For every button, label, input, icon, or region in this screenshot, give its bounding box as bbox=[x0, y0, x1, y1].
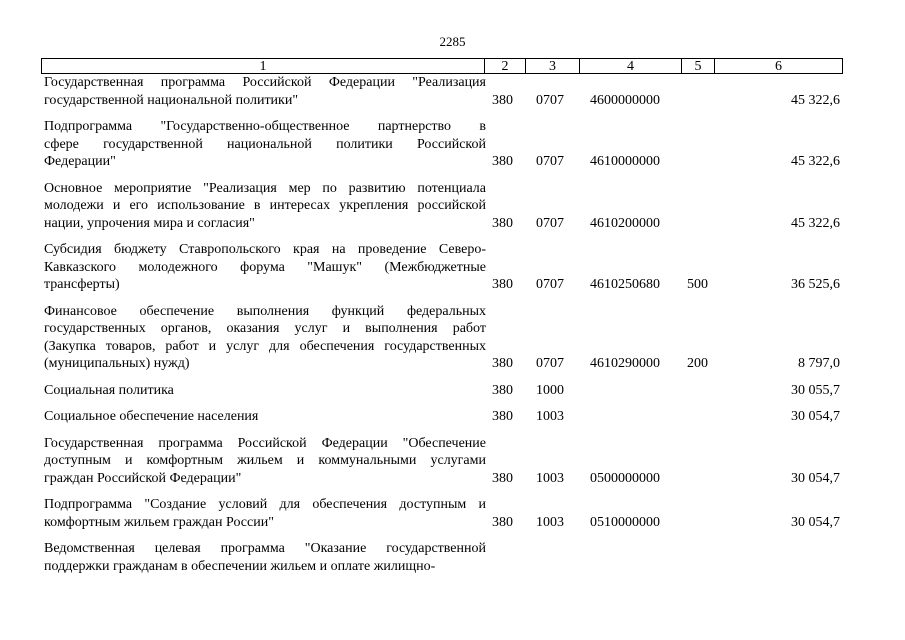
table-row bbox=[41, 74, 843, 109]
description-line: Кавказского молодежного форума "Машук" (Межбюджетные bbox=[44, 259, 486, 275]
header-col-1: 1 bbox=[259, 59, 267, 74]
cell-col-2: 380 bbox=[492, 470, 513, 486]
description-line: молодежи и его использование в интересах укрепления российской bbox=[44, 198, 486, 213]
description-line: Подпрограмма "Создание условий для обеспечения доступным и bbox=[44, 497, 486, 512]
page-number: 2285 bbox=[439, 34, 466, 49]
cell-col-6: 30 054,7 bbox=[791, 514, 840, 530]
description-line: Социальная политика bbox=[44, 382, 174, 398]
row-description bbox=[41, 496, 486, 531]
description-line: трансферты) bbox=[44, 277, 120, 292]
row-description bbox=[41, 435, 486, 488]
cell-col-6: 45 322,6 bbox=[791, 154, 840, 169]
description-line: комфортным жильем граждан России" bbox=[44, 514, 274, 530]
table-row bbox=[41, 496, 843, 531]
description-line: Государственная программа Российской Федерации "Реализация bbox=[44, 75, 486, 90]
cell-col-2: 380 bbox=[492, 277, 513, 292]
description-line: Субсидия бюджету Ставропольского края на проведение Северо- bbox=[44, 242, 486, 257]
description-line: сфере государственной национальной политики Российской bbox=[44, 136, 486, 152]
row-description bbox=[41, 382, 486, 400]
cell-col-6: 45 322,6 bbox=[791, 215, 840, 231]
description-line: Подпрограмма "Государственно-общественное партнерство в bbox=[44, 119, 486, 134]
description-line: (муниципальных) нужд) bbox=[44, 356, 190, 371]
cell-col-6: 45 322,6 bbox=[791, 92, 840, 108]
cell-col-3: 0707 bbox=[536, 215, 564, 231]
table-header bbox=[41, 58, 843, 74]
cell-col-3: 1003 bbox=[536, 470, 564, 486]
description-line: государственной национальной политики" bbox=[44, 92, 299, 108]
description-line: Основное мероприятие "Реализация мер по развитию потенциала bbox=[44, 180, 486, 196]
cell-col-3: 0707 bbox=[536, 92, 564, 108]
cell-col-4: 4600000000 bbox=[590, 92, 660, 108]
cell-col-3: 0707 bbox=[536, 154, 564, 169]
description-line: доступным и комфортным жильем и коммунальными услугами bbox=[44, 453, 486, 468]
description-line: государственных органов, оказания услуг и выполнения работ bbox=[44, 321, 486, 336]
budget-table bbox=[41, 58, 843, 575]
cell-col-4: 0500000000 bbox=[590, 470, 660, 486]
cell-col-2: 380 bbox=[492, 92, 513, 108]
cell-col-2: 380 bbox=[492, 382, 513, 398]
cell-col-6: 30 055,7 bbox=[791, 382, 840, 398]
cell-col-2: 380 bbox=[492, 154, 513, 169]
table-row bbox=[41, 241, 843, 294]
cell-col-4: 0510000000 bbox=[590, 514, 660, 530]
cell-col-4: 4610250680 bbox=[590, 277, 660, 292]
row-description bbox=[41, 74, 486, 109]
cell-col-6: 8 797,0 bbox=[798, 356, 840, 371]
cell-col-5: 500 bbox=[687, 277, 708, 292]
cell-col-6: 30 054,7 bbox=[791, 470, 840, 486]
row-description bbox=[41, 118, 486, 171]
cell-col-2: 380 bbox=[492, 514, 513, 530]
table-row bbox=[41, 303, 843, 373]
cell-col-4: 4610000000 bbox=[590, 154, 660, 169]
row-description bbox=[41, 241, 486, 294]
description-line: поддержки гражданам в обеспечении жильем и оплате жилищно- bbox=[44, 558, 436, 574]
header-col-4: 4 bbox=[627, 59, 634, 74]
description-line: Ведомственная целевая программа "Оказание государственной bbox=[44, 541, 486, 556]
cell-col-4: 4610200000 bbox=[590, 215, 660, 231]
row-description bbox=[41, 303, 486, 373]
cell-col-2: 380 bbox=[492, 215, 513, 231]
description-line: (Закупка товаров, работ и услуг для обеспечения государственных bbox=[44, 338, 486, 354]
row-description bbox=[41, 180, 486, 233]
description-line: Государственная программа Российской Федерации "Обеспечение bbox=[44, 435, 486, 451]
description-line: Финансовое обеспечение выполнения функций федеральных bbox=[44, 303, 486, 319]
cell-col-6: 30 054,7 bbox=[791, 409, 840, 424]
row-description bbox=[41, 408, 486, 426]
cell-col-2: 380 bbox=[492, 409, 513, 424]
table-row bbox=[41, 118, 843, 171]
cell-col-4: 4610290000 bbox=[590, 356, 660, 371]
header-col-3: 3 bbox=[549, 59, 556, 74]
cell-col-3: 0707 bbox=[536, 356, 564, 371]
table-row bbox=[41, 408, 843, 426]
cell-col-3: 0707 bbox=[536, 277, 564, 292]
table-body bbox=[41, 74, 843, 575]
header-col-2: 2 bbox=[501, 59, 509, 74]
table-row bbox=[41, 180, 843, 233]
header-col-6: 6 bbox=[775, 59, 782, 74]
table-row bbox=[41, 435, 843, 488]
table-row bbox=[41, 540, 843, 575]
cell-col-5: 200 bbox=[687, 356, 708, 371]
description-line: нации, упрочения мира и согласия" bbox=[44, 215, 255, 231]
description-line: Социальное обеспечение населения bbox=[44, 409, 259, 424]
row-description bbox=[41, 540, 486, 575]
cell-col-6: 36 525,6 bbox=[791, 277, 840, 292]
table-row bbox=[41, 382, 843, 400]
cell-col-3: 1000 bbox=[536, 382, 564, 398]
description-line: граждан Российской Федерации" bbox=[44, 470, 242, 486]
header-col-5: 5 bbox=[694, 59, 702, 74]
cell-col-3: 1003 bbox=[536, 409, 564, 424]
cell-col-3: 1003 bbox=[536, 514, 564, 530]
description-line: Федерации" bbox=[44, 154, 116, 169]
cell-col-2: 380 bbox=[492, 356, 513, 371]
